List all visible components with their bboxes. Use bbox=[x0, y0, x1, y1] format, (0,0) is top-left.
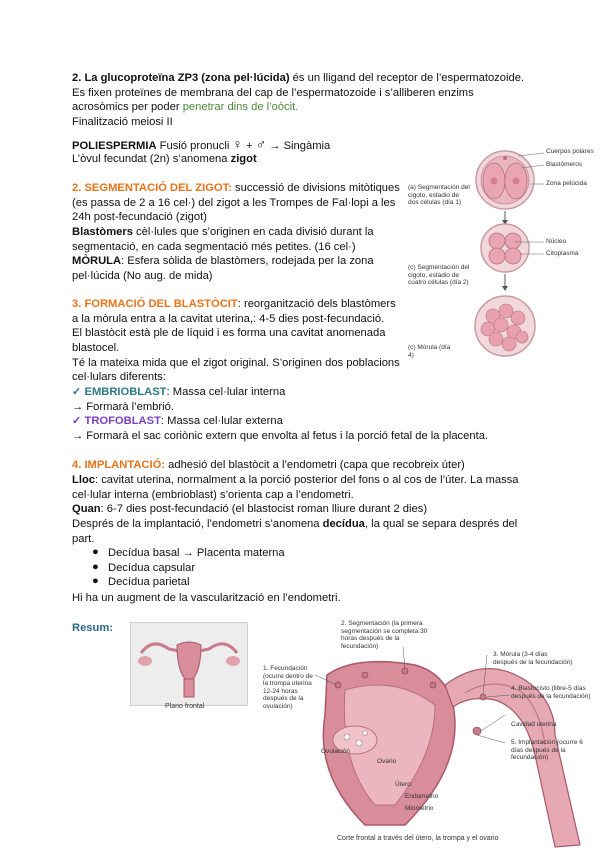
poliespermia-text: Fusió pronucli bbox=[156, 140, 230, 152]
lloc-text: : cavitat uterina, normalment a la porció posterior del fons o al cos de l’úter. La massa bbox=[95, 474, 519, 486]
decidua-word: decídua bbox=[322, 518, 365, 530]
blastocit-text: : reorganització dels blastòmers bbox=[237, 298, 396, 310]
morula-text: : Esfera sòlida de blastòmers, rodejada per la zona bbox=[121, 255, 374, 267]
plus-sign: + bbox=[242, 140, 256, 152]
step-segmentacion: 2. Segmentación (la primera segmentación se completa 30 horas después de la fecundación) bbox=[341, 620, 428, 650]
blastomers-line bbox=[72, 225, 374, 239]
quan-text: : 6-7 dies post-fecundació (el blastocist roman lliure durant 2 dies) bbox=[100, 503, 428, 515]
embrioblast-text: : Massa cel·lular interna bbox=[166, 386, 286, 398]
trofo-arrow-line: → Formarà el sac coriònic extern que envolta al fetus i la porció fetal de la placenta. bbox=[72, 430, 489, 442]
cuerpos-polares-label: Cuerpos polares bbox=[546, 148, 594, 155]
poliespermia-label: POLIESPERMIA bbox=[72, 140, 157, 152]
zp3-line bbox=[72, 71, 524, 85]
trofoblast-line bbox=[72, 414, 283, 428]
citoplasma-label: Citoplasma bbox=[546, 250, 579, 257]
trofoblast-text: : Massa cel·lular externa bbox=[160, 415, 283, 427]
lloc-word: Lloc bbox=[72, 474, 95, 486]
endometrio-label: Endometrio bbox=[405, 793, 439, 800]
four-cell-stage bbox=[481, 224, 529, 272]
zp3-text: és un lligand del receptor de l’espermatozoide. bbox=[289, 72, 525, 84]
blastomers-text: cèl·lules que s’originen en cada divisió durant la bbox=[132, 226, 374, 238]
decidua-capsular: Decídua capsular bbox=[108, 562, 196, 574]
embrioblast-line bbox=[72, 385, 285, 399]
segmentacio-text: successió de divisions mitòtiques bbox=[231, 182, 400, 194]
morula-stage bbox=[475, 296, 535, 356]
ovulacion-label: Ovulación bbox=[321, 748, 350, 755]
nucleo-label: Núcleo bbox=[546, 238, 567, 245]
decidua-parietal: Decídua parietal bbox=[108, 576, 190, 588]
blastocit-line-3: El blastòcit està ple de líquid i es forma una cavitat anomenada bbox=[72, 327, 386, 339]
two-cell-stage bbox=[476, 151, 534, 209]
caption-morula: (c) Mórula (día 4) bbox=[408, 344, 451, 359]
segmentacio-title: 2. SEGMENTACIÓ DEL ZIGOT: bbox=[72, 182, 232, 194]
blastocit-line-2: a la mòrula entra a la cavitat uterina,: 4-5 dies post-fecundació. bbox=[72, 313, 385, 325]
cavidad-uterina-label: Cavidad uterina bbox=[511, 721, 557, 728]
fertilization-figure bbox=[255, 615, 600, 848]
utero-label: Útero: bbox=[395, 781, 413, 788]
implantacio-line bbox=[72, 458, 465, 472]
segmentacio-line-7: pel·lúcida (No aug. de mida) bbox=[72, 270, 213, 282]
plano-frontal-label: Plano frontal bbox=[165, 703, 205, 710]
step-blastocisto: 4. Blastocisto (libre-5 días después de la fecundación) bbox=[511, 685, 591, 700]
resum-label: Resum: bbox=[72, 622, 114, 634]
uterus-frontal-figure bbox=[130, 622, 248, 706]
zp3-line-3b: penetrar dins de l’oòcit. bbox=[182, 101, 299, 113]
poliespermia-line bbox=[72, 137, 330, 153]
zigot-line bbox=[72, 152, 257, 166]
blastocit-title: 3. FORMACIÓ DEL BLASTÒCIT bbox=[72, 298, 238, 310]
bullet-dot: ● bbox=[92, 575, 99, 587]
segmentation-figure bbox=[400, 148, 600, 378]
zp3-line-3a: acrosòmics per poder bbox=[72, 101, 183, 113]
morula-word: MÒRULA bbox=[72, 255, 122, 267]
zp3-title: 2. La glucoproteïna ZP3 (zona pel·lúcida) bbox=[72, 72, 290, 84]
zigot-line-a: L’òvul fecundat (2n) s’anomena bbox=[72, 153, 231, 165]
trofoblast-word: ✓ TROFOBLAST bbox=[72, 415, 161, 427]
blastocit-line-5: Té la mateixa mida que el zigot original. S’originen dos poblacions bbox=[72, 357, 400, 369]
implantacio-title: 4. IMPLANTACIÓ: bbox=[72, 459, 166, 471]
segmentacio-line-2: (es passa de 2 a 16 cel·) del zigot a les Trompes de Fal·lopi a les bbox=[72, 197, 396, 209]
blastomeros-label: Blastómeros bbox=[546, 161, 583, 168]
vascularitzacio-line: Hi ha un augment de la vascularització en l’endometri. bbox=[72, 592, 341, 604]
implantacio-line-3: cel·lular interna (embrioblast) s’orienta cap a l’endometri. bbox=[72, 489, 354, 501]
meiosi-line: Finalització meiosi II bbox=[72, 116, 173, 128]
step-morula: 3. Mórula (3-4 días después de la fecundación) bbox=[493, 651, 573, 666]
part-line: part. bbox=[72, 533, 95, 545]
segmentacio-line-5: segmentació, en cada segmentació més petites. (16 cel·) bbox=[72, 241, 356, 253]
step-implantacion: 5. Implantación (ocurre 6 días después de la fecundación) bbox=[511, 739, 583, 761]
singamia-text: → Singàmia bbox=[266, 140, 331, 152]
lloc-line bbox=[72, 473, 518, 487]
step-fecundacion: 1. Fecundación (ocurre dentro de la trompa uterina 12-24 horas después de la ovulación) bbox=[263, 665, 313, 710]
embrioblast-word: ✓ EMBRIOBLAST bbox=[72, 386, 167, 398]
zona-pelucida-label: Zona pelúcida bbox=[546, 180, 587, 187]
segmentacio-line-3: 24h post-fecundació (zigot) bbox=[72, 211, 207, 223]
female-symbol-icon: ♀ bbox=[232, 136, 243, 152]
miometrio-label: Miometrio bbox=[405, 805, 434, 812]
bullet-dot: ● bbox=[92, 561, 99, 573]
embrio-arrow-line: → Formarà l’embrió. bbox=[72, 401, 174, 413]
blastocit-line-4: blastocel. bbox=[72, 342, 120, 354]
segmentacio-line bbox=[72, 181, 400, 195]
decidua-line bbox=[72, 517, 517, 531]
decidua-line-c: , la qual se separa després del bbox=[364, 518, 518, 530]
male-symbol-icon: ♂ bbox=[255, 136, 267, 152]
decidua-line-a: Després de la implantació, l’endometri s’anomena bbox=[72, 518, 323, 530]
zigot-word: zigot bbox=[230, 153, 257, 165]
blastomers-word: Blastòmers bbox=[72, 226, 133, 238]
caption-a: (a) Segmentación del cigoto, estadio de dos células (día 1) bbox=[408, 184, 470, 206]
uterus-small-illustration bbox=[131, 623, 247, 705]
blastocit-line bbox=[72, 297, 396, 311]
morula-line bbox=[72, 254, 374, 268]
ovario-label: Ovario bbox=[377, 758, 397, 765]
implantacio-text: adhesió del blastòcit a l’endometri (capa que recobreix úter) bbox=[165, 459, 465, 471]
caption-c: (c) Segmentación del cigoto, estadio de cuatro células (día 2) bbox=[408, 264, 470, 286]
blastocit-line-6: cel·lulars diferents: bbox=[72, 371, 166, 383]
zp3-line-3 bbox=[72, 100, 298, 114]
quan-line bbox=[72, 502, 427, 516]
zp3-line-2: Es fixen proteïnes de membrana del cap de l’espermatozoide i s’alliberen enzims bbox=[72, 87, 474, 99]
figure-caption: Corte frontal a través del útero, la trompa y el ovario bbox=[337, 835, 499, 842]
bullet-dot: ● bbox=[92, 546, 99, 558]
decidua-basal: Decídua basal → Placenta materna bbox=[108, 547, 285, 559]
quan-word: Quan bbox=[72, 503, 101, 515]
